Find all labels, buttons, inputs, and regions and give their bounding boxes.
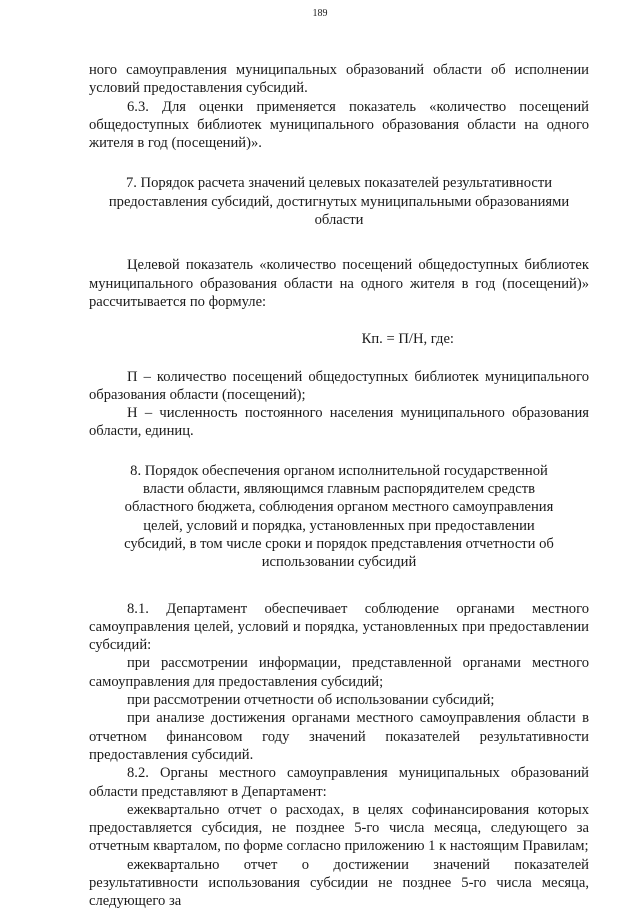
paragraph-6-3: 6.3. Для оценки применяется показатель «количество посещений общедоступных библиотек муниципального образования области на одного жителя в год (посещений)». — [89, 98, 589, 152]
document-body — [89, 61, 589, 911]
paragraph-8-1: 8.1. Департамент обеспечивает соблюдение органами местного самоуправления целей, условий и порядка, установленных при предоставлении субсидий: — [89, 600, 589, 654]
paragraph-8-1-item-a: при рассмотрении информации, представленной органами местного самоуправления для предоставления субсидий; — [89, 655, 589, 690]
section-8-heading: 8. Порядок обеспечения органом исполнительной государственной власти области, являющимся главным распорядителем средств областного бюджета, соблюдения органом местного самоуправления целей, условий и порядка, установленных при предоставлении субсидий, в том числе сроки и порядок представления отчетности об использовании субсидий — [124, 462, 554, 571]
paragraph-8-1-item-c: при анализе достижения органами местного самоуправления области в отчетном финансовом году значений показателей результативности предоставления субсидий. — [89, 710, 589, 763]
definition-n: Н – численность постоянного населения муниципального образования области, единиц. — [89, 405, 589, 440]
page-number: 189 — [312, 8, 328, 19]
paragraph-8-2: 8.2. Органы местного самоуправления муниципальных образований области представляют в Департамент: — [89, 765, 589, 800]
section-7-heading: 7. Порядок расчета значений целевых показателей результативности предоставления субсидий, достигнутых муниципальными образованиями области — [108, 175, 570, 229]
paragraph-continuation: ного самоуправления муниципальных образований области об исполнении условий предоставления субсидий. — [89, 62, 589, 97]
section-7-intro: Целевой показатель «количество посещений общедоступных библиотек муниципального образования области на одного жителя в год (посещений)» рассчитывается по формуле: — [89, 257, 589, 310]
paragraph-8-1-item-b: при рассмотрении отчетности об использовании субсидий; — [127, 692, 495, 709]
formula: Кп. = П/Н, где: — [361, 331, 454, 348]
paragraph-8-2-item-a: ежеквартально отчет о расходах, в целях софинансирования которых предоставляется субсидия, не позднее 5-го числа месяца, следующего за отчетным кварталом, по форме согласно приложению 1 к настоящим Правилам; — [89, 801, 589, 855]
definition-p: П – количество посещений общедоступных библиотек муниципального образования области (посещений); — [89, 368, 589, 403]
paragraph-8-2-item-b: ежеквартально отчет о достижении значений показателей результативности использования субсидии не позднее 5-го числа месяца, следующего за — [89, 856, 589, 910]
